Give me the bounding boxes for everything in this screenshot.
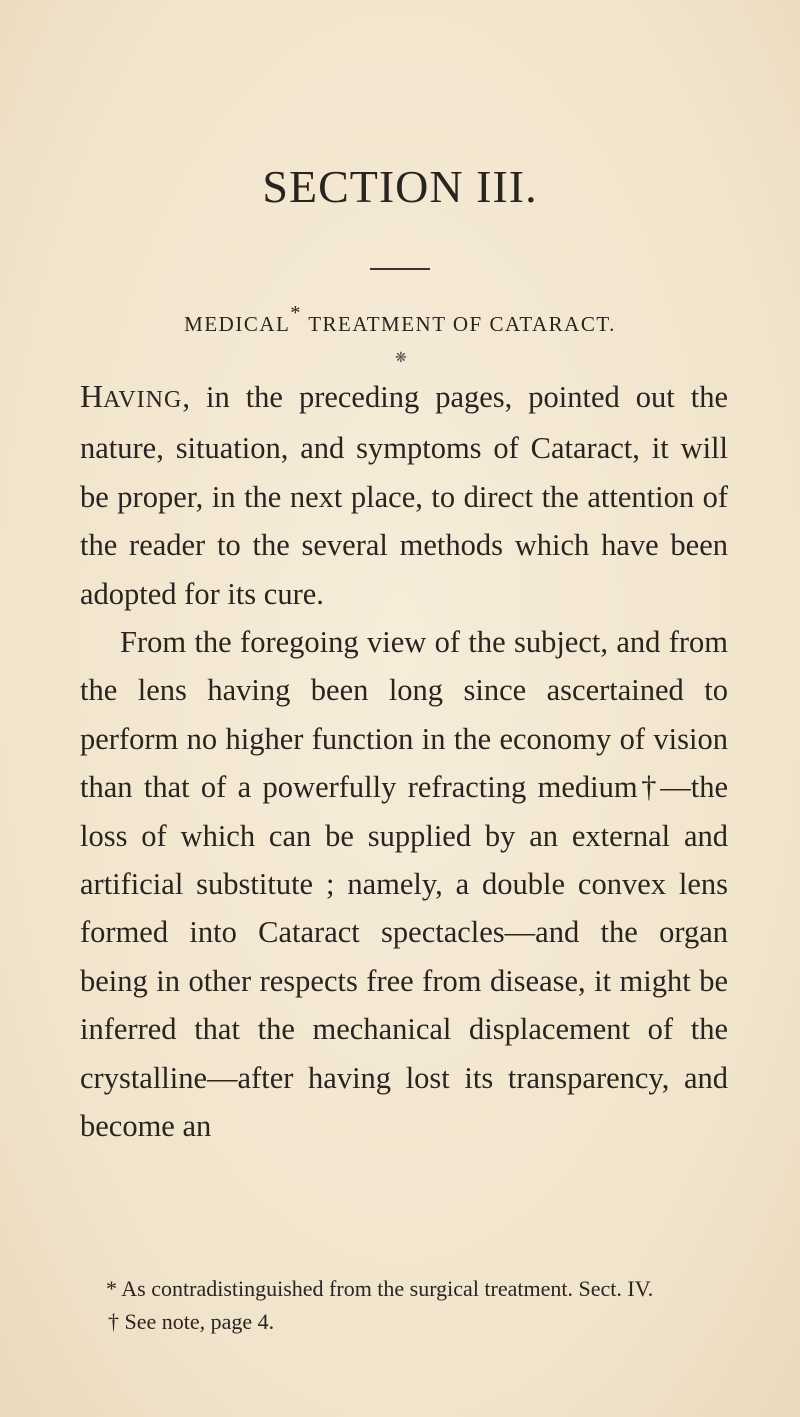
subtitle-prefix: MEDICAL bbox=[184, 312, 291, 336]
body-text bbox=[80, 372, 728, 1151]
paragraph-2: From the foregoing view of the subject, and from the lens having been long since ascertained to perform no higher function in the economy of vision than that of a powerfully refracting medium†—the loss of which can be supplied by an external and artificial substitute ; namely, a double convex lens formed into Cataract spectacles—and the organ being in other respects free from disease, it might be inferred that the mechanical displacement of the crystalline—after having lost its transparency, and become an bbox=[80, 625, 728, 1144]
footnotes bbox=[80, 1272, 730, 1338]
footnote bbox=[80, 1272, 730, 1305]
section-heading: SECTION III. bbox=[262, 161, 538, 212]
footnote bbox=[80, 1305, 730, 1338]
footnote-symbol: † bbox=[108, 1309, 119, 1334]
ornament-icon: ❋ bbox=[395, 351, 407, 366]
footnote-text: See note, page 4. bbox=[119, 1309, 275, 1334]
heading-divider bbox=[370, 268, 430, 270]
paragraph-1-text: , in the preceding pages, pointed out the nature, situation, and symptoms of Cataract, it will be proper, in the next place, to direct the attention of the reader to the several methods which have been adopted for its cure. bbox=[80, 380, 728, 611]
footnote-text: As contradistinguished from the surgical treatment. Sect. IV. bbox=[117, 1276, 654, 1301]
footnote-symbol: * bbox=[106, 1276, 117, 1301]
footnote-mark: * bbox=[290, 302, 302, 324]
subtitle-rest: TREATMENT OF CATARACT. bbox=[301, 312, 616, 336]
chapter-subtitle bbox=[0, 302, 800, 337]
smallcaps-word: AVING bbox=[103, 387, 183, 413]
drop-initial: H bbox=[80, 378, 104, 414]
paragraph-1 bbox=[80, 372, 728, 618]
